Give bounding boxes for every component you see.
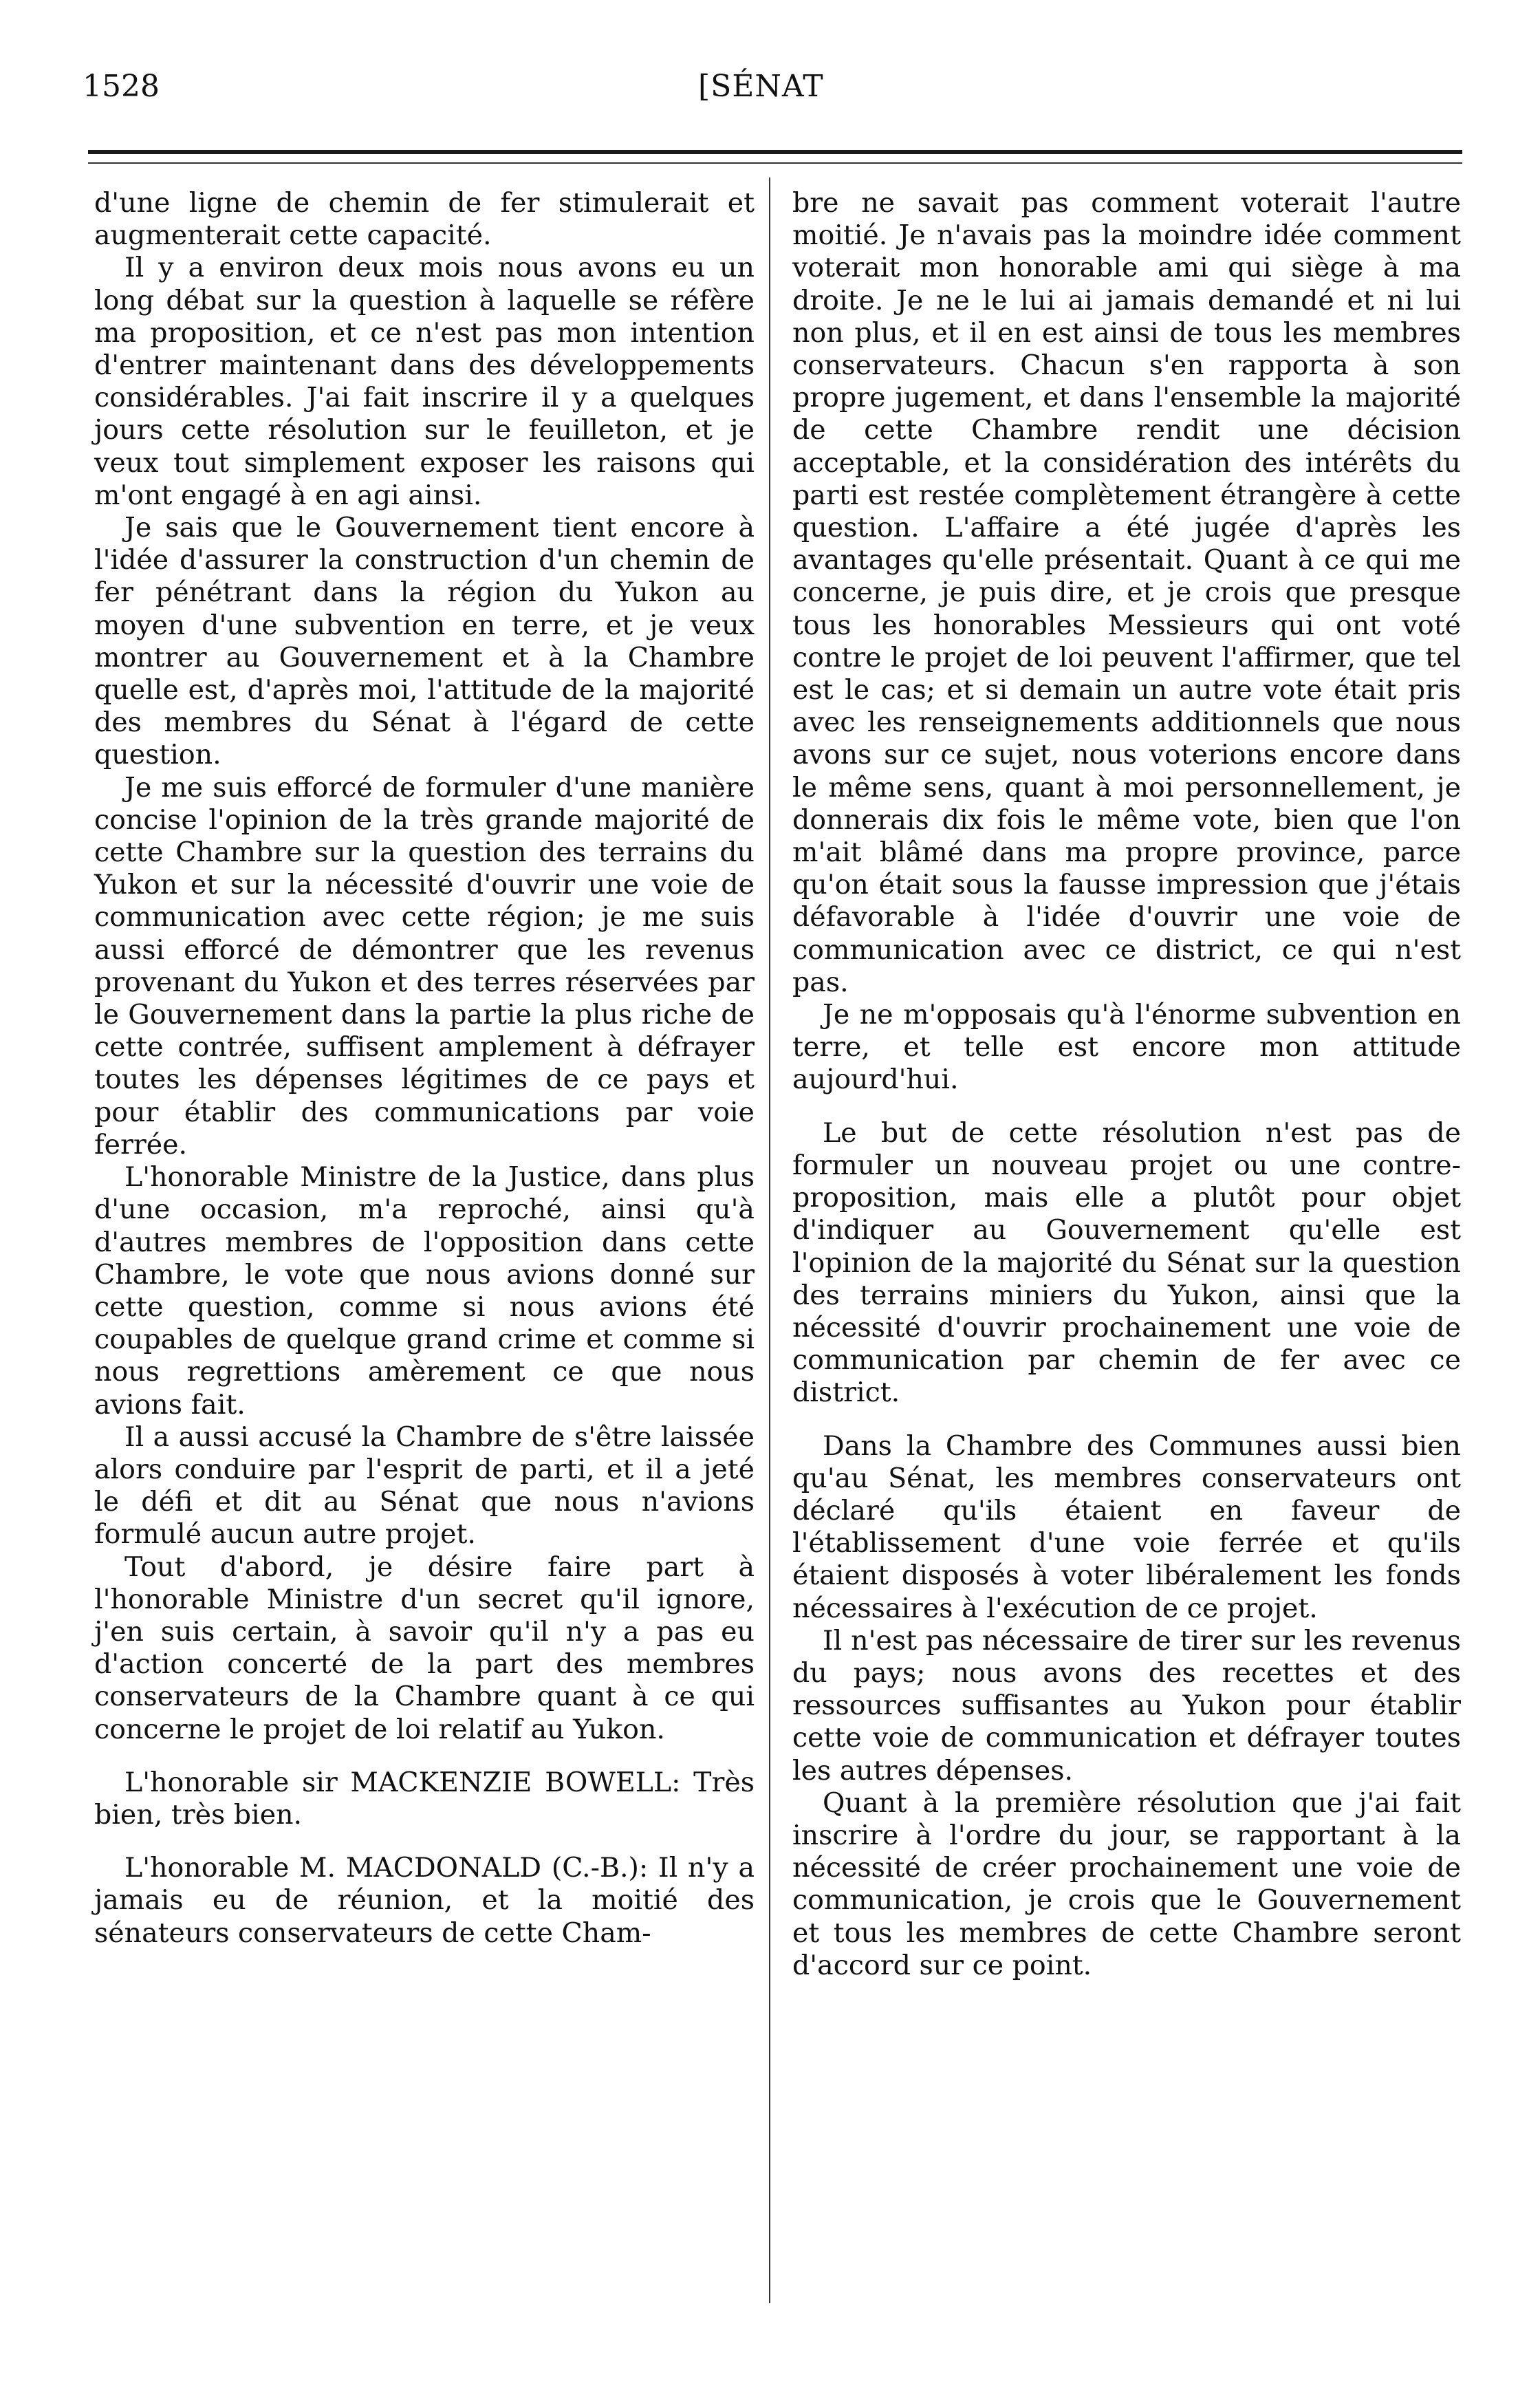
speaker-paragraph: L'honorable M. MACDONALD (C.-B.): Il n'y a jamais eu de réunion, et la moitié des sénateurs conservateurs de cette Cham- xyxy=(94,1852,755,1949)
left-column xyxy=(94,187,755,1950)
paragraph: Il a aussi accusé la Chambre de s'être laissée alors conduire par l'esprit de parti, et il a jeté le défi et dit au Sénat que nous n'avions formulé aucun autre projet. xyxy=(94,1421,755,1551)
speaker-paragraph: L'honorable sir MACKENZIE BOWELL: Très bien, très bien. xyxy=(94,1766,755,1831)
running-head: [SÉNAT xyxy=(698,69,824,104)
paragraph: Je ne m'opposais qu'à l'énorme subvention en terre, et telle est encore mon attitude aujourd'hui. xyxy=(792,999,1461,1096)
paragraph: bre ne savait pas comment voterait l'autre moitié. Je n'avais pas la moindre idée comment voterait mon honorable ami qui siège à ma droite. Je ne le lui ai jamais demandé et ni lui non plus, et il en est ainsi de tous les membres conservateurs. Chacun s'en rapporta à son propre jugement, et dans l'ensemble la majorité de cette Chambre rendit une décision acceptable, et la considération des intérêts du parti est restée complètement étrangère à cette question. L'affaire a été jugée d'après les avantages qu'elle présentait. Quant à ce qui me concerne, je puis dire, et je crois que presque tous les honorables Messieurs qui ont voté contre le projet de loi peuvent l'affirmer, que tel est le cas; et si demain un autre vote était pris avec les renseignements additionnels que nous avons sur ce sujet, nous voterions encore dans le même sens, quant à moi personnellement, je donnerais dix fois le même vote, bien que l'on m'ait blâmé dans ma propre province, parce qu'on était sous la fausse impression que j'étais défavorable à l'idée d'ouvrir une voie de communication avec ce district, ce qui n'est pas. xyxy=(792,187,1461,998)
paragraph: Le but de cette résolution n'est pas de formuler un nouveau projet ou une contre-proposition, mais elle a plutôt pour objet d'indiquer au Gouvernement qu'elle est l'opinion de la majorité du Sénat sur la question des terrains miniers du Yukon, ainsi que la nécessité d'ouvrir prochainement une voie de communication par chemin de fer avec ce district. xyxy=(792,1117,1461,1409)
right-column xyxy=(792,187,1461,1982)
header-rule xyxy=(88,150,1462,154)
paragraph: Il n'est pas nécessaire de tirer sur les revenus du pays; nous avons des recettes et des ressources suffisantes au Yukon pour établir cette voie de communication et défrayer toutes les autres dépenses. xyxy=(792,1624,1461,1787)
header-rule-thin xyxy=(88,162,1462,164)
paragraph: Quant à la première résolution que j'ai fait inscrire à l'ordre du jour, se rapportant à la nécessité de créer prochainement une voie de communication, je crois que le Gouvernement et tous les membres de cette Chambre seront d'accord sur ce point. xyxy=(792,1787,1461,1981)
paragraph: Dans la Chambre des Communes aussi bien qu'au Sénat, les membres conservateurs ont déclaré qu'ils étaient en faveur de l'établissement d'une voie ferrée et qu'ils étaient disposés à voter libéralement les fonds nécessaires à l'exécution de ce projet. xyxy=(792,1430,1461,1624)
paragraph: Il y a environ deux mois nous avons eu un long débat sur la question à laquelle se réfère ma proposition, et ce n'est pas mon intention d'entrer maintenant dans des développements considérables. J'ai fait inscrire il y a quelques jours cette résolution sur le feuilleton, et je veux tout simplement exposer les raisons qui m'ont engagé à en agi ainsi. xyxy=(94,252,755,511)
paragraph: L'honorable Ministre de la Justice, dans plus d'une occasion, m'a reproché, ainsi qu'à d'autres membres de l'opposition dans cette Chambre, le vote que nous avions donné sur cette question, comme si nous avions été coupables de quelque grand crime et comme si nous regrettions amèrement ce que nous avions fait. xyxy=(94,1161,755,1421)
paragraph: Je sais que le Gouvernement tient encore à l'idée d'assurer la construction d'un chemin de fer pénétrant dans la région du Yukon au moyen d'une subvention en terre, et je veux montrer au Gouvernement et à la Chambre quelle est, d'après moi, l'attitude de la majorité des membres du Sénat à l'égard de cette question. xyxy=(94,512,755,771)
paragraph: Tout d'abord, je désire faire part à l'honorable Ministre d'un secret qu'il ignore, j'en suis certain, à savoir qu'il n'y a pas eu d'action concerté de la part des membres conservateurs de la Chambre quant à ce qui concerne le projet de loi relatif au Yukon. xyxy=(94,1551,755,1745)
paragraph: d'une ligne de chemin de fer stimulerait et augmenterait cette capacité. xyxy=(94,187,755,252)
paragraph: Je me suis efforcé de formuler d'une manière concise l'opinion de la très grande majorité de cette Chambre sur la question des terrains du Yukon et sur la nécessité d'ouvrir une voie de communication avec cette région; je me suis aussi efforcé de démontrer que les revenus provenant du Yukon et des terres réservées par le Gouvernement dans la partie la plus riche de cette contrée, suffisent amplement à défrayer toutes les dépenses légitimes de ce pays et pour établir des communications par voie ferrée. xyxy=(94,771,755,1161)
column-divider xyxy=(769,177,770,2303)
page-number: 1528 xyxy=(83,69,160,104)
